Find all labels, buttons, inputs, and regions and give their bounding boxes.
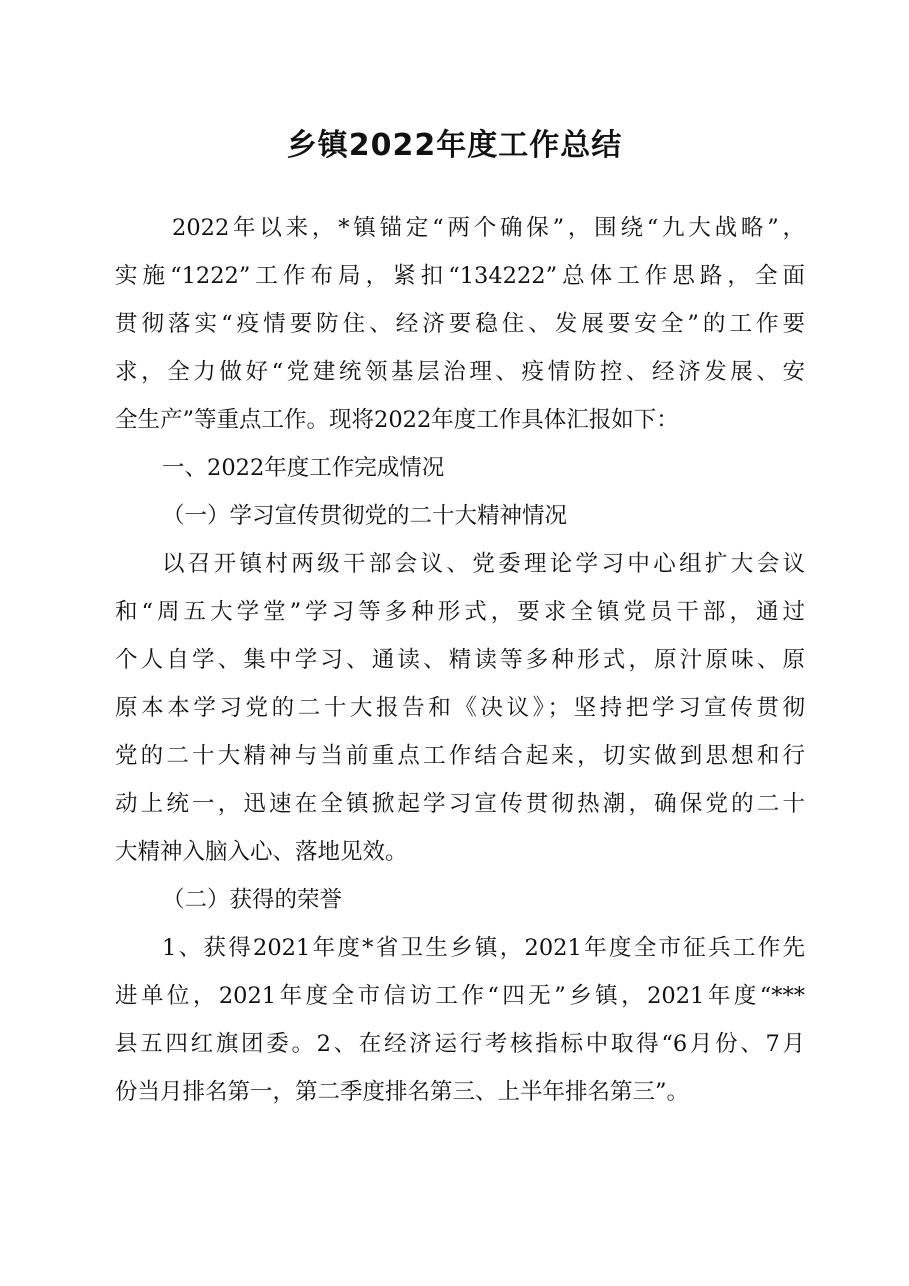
subsection-heading: （二）获得的荣誉: [162, 887, 343, 913]
paragraph-line: 大精神入脑入心、落地见效。: [115, 839, 408, 865]
paragraph-line: 党的二十大精神与当前重点工作结合起来，切实做到思想和行: [115, 743, 805, 769]
paragraph-line: 和“周五大学堂”学习等多种形式，要求全镇党员干部，通过: [115, 599, 805, 625]
paragraph-line: 原本本学习党的二十大报告和《决议》；坚持把学习宣传贯彻: [115, 695, 805, 721]
paragraph-line: 全生产”等重点工作。现将2022年度工作具体汇报如下：: [115, 407, 679, 433]
paragraph-line: 2022年以来，*镇锚定“两个确保”，围绕“九大战略”，: [172, 215, 805, 241]
section-heading: 一、2022年度工作完成情况: [162, 455, 445, 481]
paragraph-line: 份当月排名第一，第二季度排名第三、上半年排名第三”。: [115, 1079, 690, 1105]
paragraph-line: 动上统一，迅速在全镇掀起学习宣传贯彻热潮，确保党的二十: [115, 791, 805, 817]
paragraph-line: 贯彻落实“疫情要防住、经济要稳住、发展要安全”的工作要: [115, 311, 805, 337]
paragraph-line: 进单位，2021年度全市信访工作“四无”乡镇，2021年度“***: [115, 983, 805, 1009]
paragraph-line: 1、获得2021年度*省卫生乡镇，2021年度全市征兵工作先: [162, 935, 805, 961]
paragraph-line: 求，全力做好“党建统领基层治理、疫情防控、经济发展、安: [115, 359, 805, 385]
paragraph-line: 实施“1222”工作布局，紧扣“134222”总体工作思路，全面: [115, 263, 805, 289]
paragraph-line: 个人自学、集中学习、通读、精读等多种形式，原汁原味、原: [115, 647, 805, 673]
paragraph-line: 县五四红旗团委。2、在经济运行考核指标中取得“6月份、7月: [115, 1031, 805, 1057]
subsection-heading: （一）学习宣传贯彻党的二十大精神情况: [162, 503, 568, 529]
document-title: 乡镇2022年度工作总结: [286, 128, 623, 163]
paragraph-line: 以召开镇村两级干部会议、党委理论学习中心组扩大会议: [162, 551, 805, 577]
